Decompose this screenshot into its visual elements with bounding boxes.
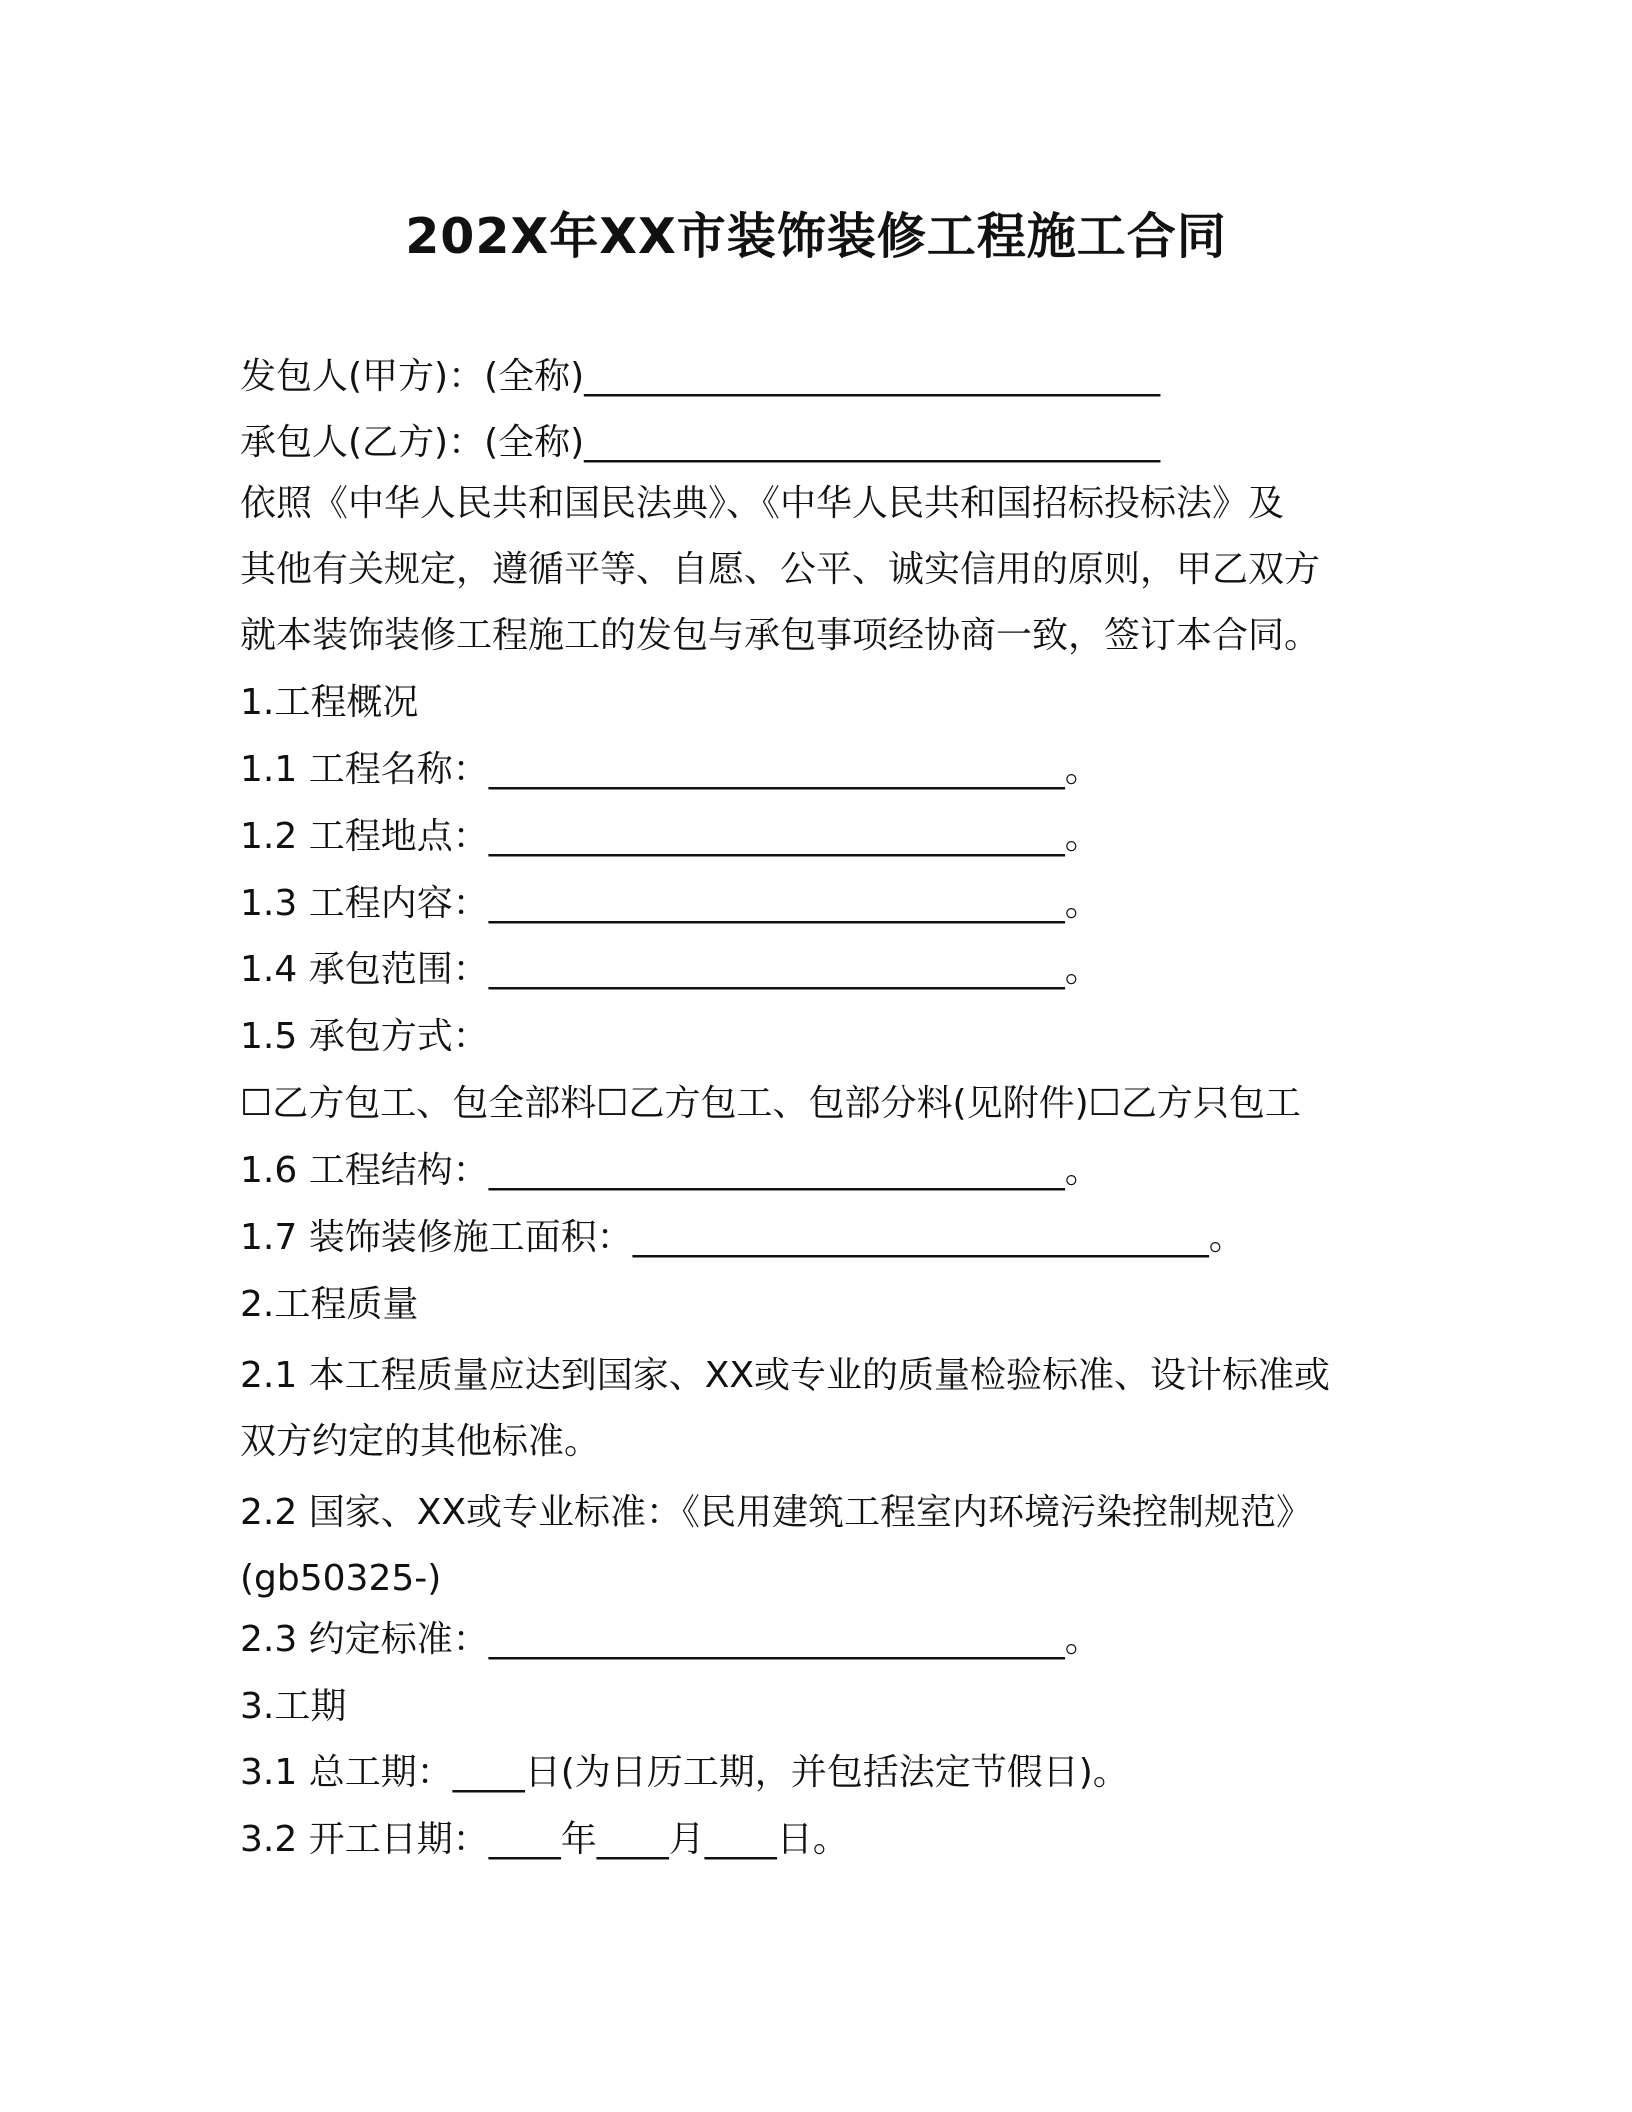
agreed-standard-line: 2.3 约定标准：________________________________。 (240, 1619, 1101, 1660)
contract-method-line: 1.5 承包方式： (240, 1016, 489, 1057)
preamble-line-2: 其他有关规定，遵循平等、自愿、公平、诚实信用的原则，甲乙双方 (240, 549, 1321, 590)
total-duration-line: 3.1 总工期：____日(为日历工期，并包括法定节假日)。 (240, 1752, 1129, 1793)
contract-scope-line: 1.4 承包范围：________________________________。 (240, 949, 1101, 990)
quality-standard-line-1: 2.1 本工程质量应达到国家、XX或专业的质量检验标准、设计标准或 (240, 1355, 1331, 1396)
section-3-heading: 3.工期 (240, 1686, 347, 1727)
project-location-line: 1.2 工程地点：________________________________。 (240, 816, 1101, 857)
section-1-heading: 1.工程概况 (240, 682, 419, 723)
contract-method-options: ☐乙方包工、包全部料☐乙方包工、包部分料(见附件)☐乙方只包工 (240, 1083, 1301, 1124)
employer-line: 发包人(甲方)：(全称)________________________________ (240, 356, 1161, 397)
preamble-line-3: 就本装饰装修工程施工的发包与承包事项经协商一致，签订本合同。 (240, 615, 1321, 656)
project-name-line: 1.1 工程名称：________________________________。 (240, 749, 1101, 790)
preamble-line-1: 依照《中华人民共和国民法典》、《中华人民共和国招标投标法》及 (240, 483, 1285, 524)
start-date-line: 3.2 开工日期：____年____月____日。 (240, 1819, 849, 1860)
document-title: 202X年XX市装饰装修工程施工合同 (405, 208, 1227, 265)
quality-standard-line-2: 双方约定的其他标准。 (240, 1421, 601, 1462)
section-2-heading: 2.工程质量 (240, 1284, 419, 1325)
project-content-line: 1.3 工程内容：________________________________。 (240, 883, 1101, 924)
construction-area-line: 1.7 装饰装修施工面积：________________________________。 (240, 1217, 1245, 1258)
contractor-line: 承包人(乙方)：(全称)________________________________ (240, 422, 1161, 463)
national-standard-line-1: 2.2 国家、XX或专业标准：《民用建筑工程室内环境污染控制规范》 (240, 1492, 1313, 1533)
national-standard-line-2: (gb50325-) (240, 1558, 442, 1599)
project-structure-line: 1.6 工程结构：________________________________。 (240, 1150, 1101, 1191)
